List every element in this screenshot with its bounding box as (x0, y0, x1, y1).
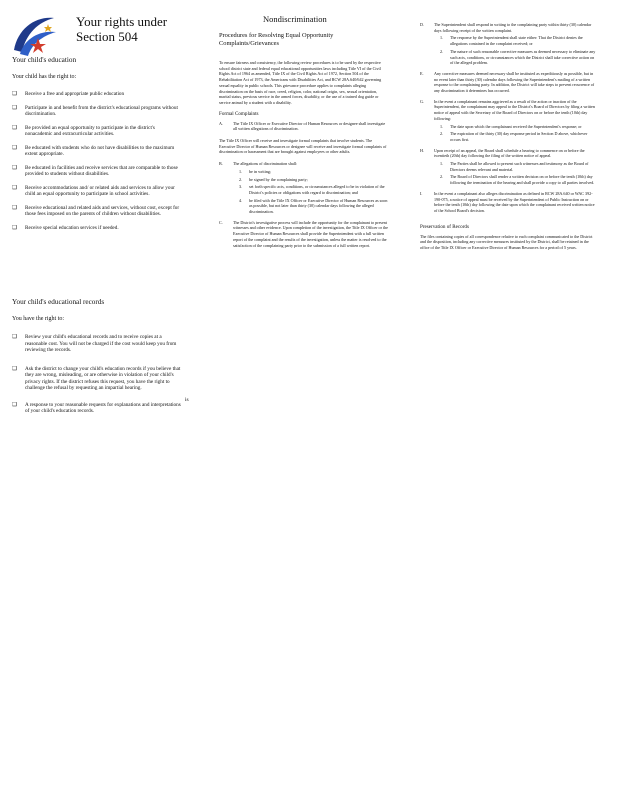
list-item: 3. set forth specific acts, conditions, or circumstances alleged to be in violation of the District's policies or obligations with regard to discrimination; and (239, 184, 385, 195)
list-item: H. Upon receipt of an appeal, the Board shall schedule a hearing to commence on or before the twentieth (20th) day following the filing of the written notice of appeal. 1. The Parties shall be allowed to present such witnesses and testimony as the Board of Directors deems relevant and material. 2. The Board of Directors shall render a written decision on or before the tenth (10th) day following the termination of the hearing and shall provide a copy to all parties involved. (420, 147, 595, 186)
list-item: 1. The Parties shall be allowed to present such witnesses and testimony as the Board of Directors deems relevant and material. (440, 161, 589, 172)
sub-list (434, 124, 596, 143)
checkbox-bullet-icon: ❑ (12, 104, 18, 111)
list-item: ❑ Receive accommodations and/ or related aids and services to allow your child an equal opportunity to participate in school activities. (12, 184, 175, 197)
nondiscrimination-heading: Nondiscrimination (263, 14, 327, 24)
list-item: C. The District's investigative process will include the opportunity for the complainant to present witnesses and other evidence. Upon completion of the investigation, the Title IX Officer or the Executive Director of Human Resources shall provide the Superintendent with a full written report of the complaint and the results of the investigation, unless the matter is resolved to the satisfaction of the complaining party prior to the submission of a full written report. (219, 219, 388, 248)
checkbox-bullet-icon: ❑ (12, 365, 18, 372)
intro-paragraph: To ensure fairness and consistency, the following review procedures is to be used by the respective school district state and federal equal educational opportunities laws including Title VI of the Civil Rights Act of 1964 as amended, Title IX of the Civil Rights Act of 1972, Section 504 of the Rehabilitation Act of 1973, the Americans with Disabilities Act, and RCW 28A.640/642 governing sexual equality in public schools. This grievance procedure applies to complaints alleging discrimination on the basis of race, creed, religion, color, national origin, sex, sexual orientation, marital status, previous service in the armed forces, disability, or the use of a trained dog guide or service animal by a student with a disability. (219, 60, 382, 105)
checkbox-bullet-icon: ❑ (12, 401, 18, 408)
list-item: ❑ Receive special education services if needed. (12, 224, 119, 231)
education-heading: Your child's education (12, 56, 77, 64)
list-item: D. The Superintendent shall respond in writing to the complaining party within thirty (30) calendar days following receipt of the written complaint. 1. The response by the Superintendent shall state either: That the District denies the allegations contained in the complaint received; or 2. The nature of such reasonable corrective measures as deemed necessary to eliminate any such acts, conditions, or circumstances which the District shall take corrective action on of the alleged problem. (420, 22, 596, 66)
list-item: ❑ Participate in and benefit from the district's educational programs without discrimination. (12, 104, 178, 117)
list-item: ❑ Be educated in facilities and receive services that are comparable to those provided to students without disabilities. (12, 164, 178, 177)
district-logo-icon (8, 10, 60, 60)
preservation-paragraph: The files containing copies of all correspondence relative to each complaint communicated to the District and the disposition, including any corrective measures instituted by the District, shall be retained in the office of the Title IX Officer or Executive Director of Human Resources for a period of 5 years. (420, 233, 593, 251)
checkbox-bullet-icon: ❑ (12, 144, 18, 151)
checkbox-bullet-icon: ❑ (12, 334, 18, 340)
title-line-2: Section 504 (76, 29, 138, 44)
list-item: ❑ Ask the district to change your child's education records if you believe that they are wrong, misleading, or are otherwise in violation of your child's privacy rights. If the district refuses this request, you have the right to challenge the refusal by requesting an impartial hearing. (12, 365, 181, 391)
list-item: ❑ Review your child's educational records and to receive copies at a reasonable cost. You will not be charged if the cost would keep you from reviewing the records. (12, 334, 177, 353)
list-item: A. The Title IX Officer or Executive Director of Human Resources or designee shall investigate all written allegations of discrimination. (219, 120, 386, 132)
list-item: ❑ Receive a free and appropriate public education (12, 91, 125, 97)
formal-list-b (219, 161, 389, 248)
list-item: ❑ Receive educational and related aids and services, without cost, except for those fees imposed on the parents of children without disabilities. (12, 204, 180, 217)
records-list (12, 334, 182, 415)
list-item: ❑ Be educated with students who do not have disabilities to the maximum extent appropriate. (12, 144, 175, 157)
list-item: 1. be in writing; (239, 168, 272, 174)
list-item: 2. The nature of such reasonable corrective measures as deemed necessary to eliminate any such acts, conditions, or circumstances which the District shall take corrective action on of the alleged problem. (440, 48, 596, 66)
procedure-list-continued (420, 22, 596, 214)
checkbox-bullet-icon: ❑ (12, 224, 18, 231)
right-body (420, 22, 596, 251)
education-list (12, 91, 182, 231)
checkbox-bullet-icon: ❑ (12, 124, 18, 131)
records-heading: Your child's educational records (12, 298, 105, 306)
middle-body (219, 60, 389, 253)
list-item: 1. The date upon which the complainant received the Superintendent's response; or (440, 123, 582, 129)
records-intro: You have the right to: (12, 316, 65, 322)
list-item: E. Any corrective measures deemed necessary shall be instituted as expeditiously as possible, but in no event later than thirty (30) calendar days following the Superintendent's mailing of a written response to the complaining party. In addition, the District will take steps to prevent recurrence of any discrimination it determines has occurred. (420, 70, 595, 94)
records-section (12, 298, 182, 422)
title-line-1: Your rights under (76, 14, 168, 29)
checkbox-bullet-icon: ❑ (12, 204, 18, 211)
education-section (12, 56, 182, 238)
formal-list-a (219, 121, 389, 132)
list-item: B. The allegations of discrimination shall: 1. be in writing; 2. be signed by the complaining party; 3. set forth specific acts, conditions, or circumstances alleged to be in violation of the District's policies or obligations with regard to discrimination; and 4. be filed with the Title IX Officer or Executive Director of Human Resources as soon as possible, but not later than thirty (30) calendar days following the alleged discrimination. (219, 161, 388, 215)
formal-paragraph: The Title IX Officer will receive and investigate formal complaints that involve students. The Executive Director of Human Resources or designee will receive and investigate formal complaints of discrimination or harassment that are brought against employees or other adults. (219, 138, 387, 155)
formal-complaints-heading: Formal Complaints (219, 110, 259, 117)
list-item: ❑ A response to your reasonable requests for explanations and interpretations of your child's education records. (12, 401, 181, 414)
list-item: 2. The Board of Directors shall render a written decision on or before the tenth (10th) day following the termination of the hearing and shall provide a copy to all parties involved. (440, 174, 595, 186)
list-item: 4. be filed with the Title IX Officer or Executive Director of Human Resources as soon as possible, but not later than thirty (30) calendar days following the alleged discrimination. (239, 197, 388, 215)
checkbox-bullet-icon: ❑ (12, 91, 18, 97)
sub-list (434, 161, 596, 186)
checkbox-bullet-icon: ❑ (12, 184, 18, 191)
preservation-heading: Preservation of Records (420, 223, 469, 230)
list-item: 2. The expiration of the thirty (30) day response period in Section D above, whichever occurs first. (440, 131, 588, 142)
stray-text: is (185, 397, 189, 403)
leaflet-title (76, 14, 167, 44)
list-item: 2. be signed by the complaining party; (239, 176, 308, 182)
procedures-subheading: Procedures for Resolving Equal Opportunity Complaints/Grievances (219, 32, 334, 47)
checkbox-bullet-icon: ❑ (12, 164, 18, 171)
sub-list (233, 169, 389, 215)
list-item: G. In the event a complainant remains aggrieved as a result of the action or inaction of the Superintendent, the complainant may appeal to the District's Board of Directors by filing a written notice of appeal with the Secretary of the Board of Directors on or before the tenth (10th) day following: 1. The date upon which the complainant received the Superintendent's response; or 2. The expiration of the thirty (30) day response period in Section D above, whichever occurs first. (420, 98, 595, 142)
sub-list (434, 35, 596, 66)
education-intro: Your child has the right to: (12, 74, 77, 80)
list-item: ❑ Be provided an equal opportunity to participate in the district's nonacademic and extracurricular activities. (12, 124, 155, 137)
list-item: I. In the event a complainant also alleges discrimination as defined in RCW 28A.640 or WAC 392-190-075, a notice of appeal must be received by the Superintendent of Public Instruction on or before the tenth (10th) day following the date upon which the complainant received written notice of the School Board's decision. (420, 190, 595, 213)
list-item: 1. The response by the Superintendent shall state either: That the District denies the allegations contained in the complaint received; or (440, 35, 583, 47)
